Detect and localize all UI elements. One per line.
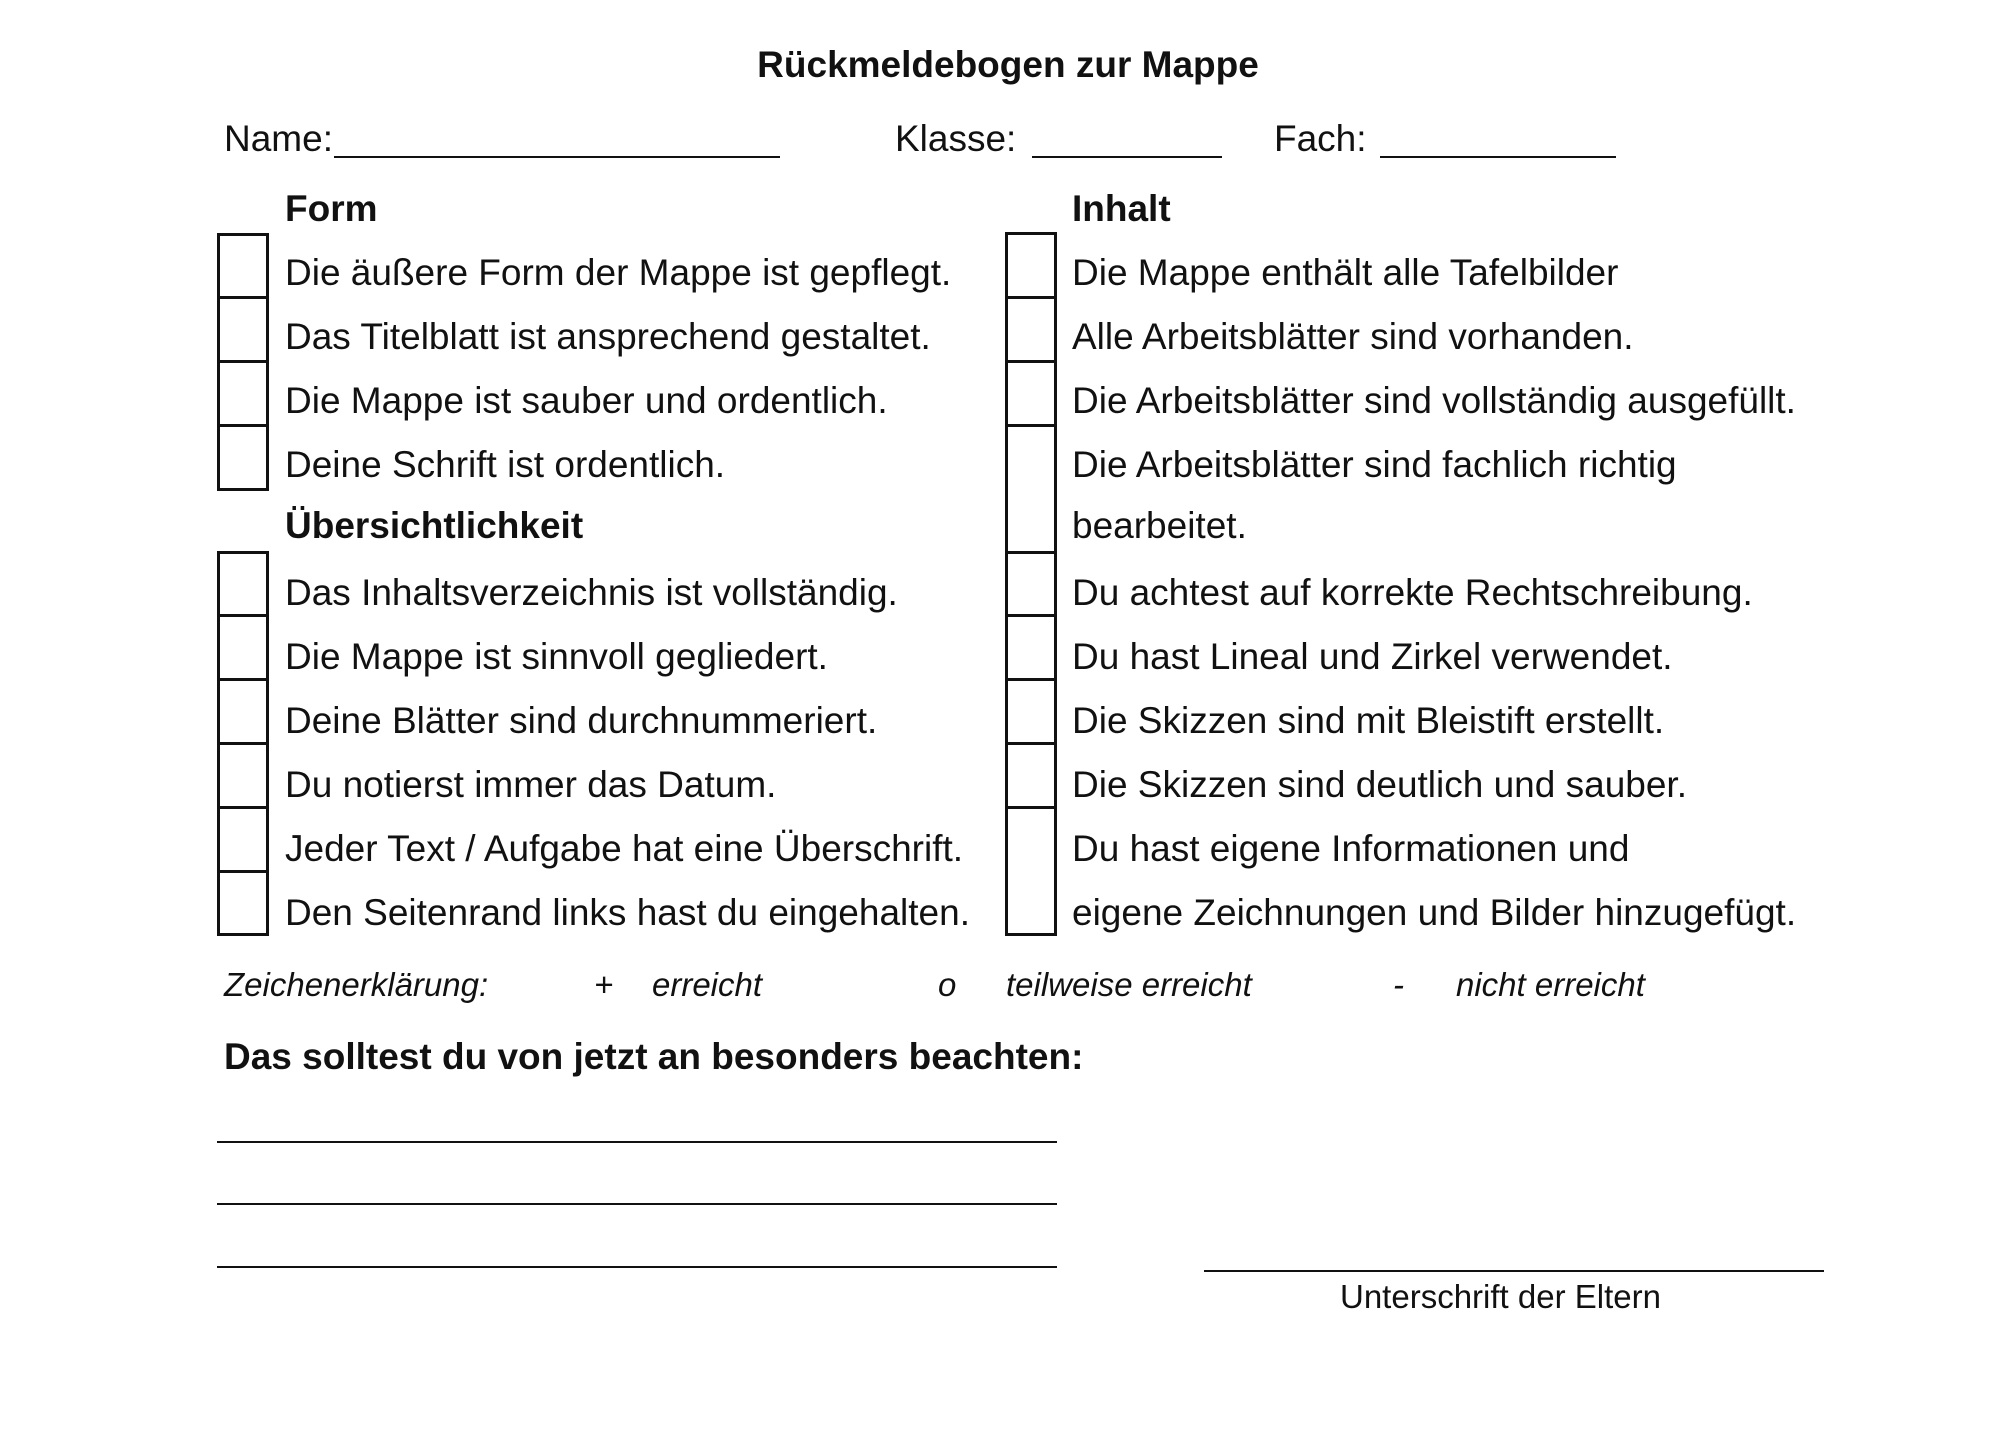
klasse-field-line[interactable] [1032,156,1222,158]
inhalt-item-8: Die Skizzen sind deutlich und sauber. [1072,764,1687,805]
inhalt-checkbox-4[interactable] [1005,424,1057,554]
overview-item-6: Den Seitenrand links hast du eingehalten. [285,892,970,933]
klasse-label: Klasse: [895,118,1017,159]
form-checkbox-2[interactable] [217,296,269,363]
inhalt-item-5: Du achtest auf korrekte Rechtschreibung. [1072,572,1753,613]
inhalt-item-7: Die Skizzen sind mit Bleistift erstellt. [1072,700,1665,741]
form-item-1: Die äußere Form der Mappe ist gepflegt. [285,252,952,293]
notes-line-3[interactable] [217,1266,1057,1268]
form-checkbox-3[interactable] [217,360,269,427]
legend-label: Zeichenerklärung: [224,966,489,1003]
inhalt-item-2: Alle Arbeitsblätter sind vorhanden. [1072,316,1634,357]
overview-checkbox-4[interactable] [217,742,269,809]
notes-line-1[interactable] [217,1141,1057,1143]
inhalt-checkbox-6[interactable] [1005,614,1057,681]
notes-line-2[interactable] [217,1203,1057,1205]
legend-o-text: teilweise erreicht [1006,966,1252,1003]
overview-item-2: Die Mappe ist sinnvoll gegliedert. [285,636,828,677]
inhalt-checkbox-2[interactable] [1005,296,1057,363]
fach-field-line[interactable] [1380,156,1616,158]
overview-item-4: Du notierst immer das Datum. [285,764,777,805]
overview-checkbox-3[interactable] [217,678,269,745]
legend-minus-symbol: - [1393,966,1404,1003]
overview-heading: Übersichtlichkeit [285,505,584,546]
inhalt-checkbox-5[interactable] [1005,551,1057,617]
inhalt-heading: Inhalt [1072,188,1171,229]
inhalt-checkbox-1[interactable] [1005,232,1057,299]
signature-caption: Unterschrift der Eltern [1340,1278,1661,1315]
overview-item-5: Jeder Text / Aufgabe hat eine Überschrift. [285,828,964,869]
overview-checkbox-5[interactable] [217,806,269,873]
name-field-line[interactable] [334,156,780,158]
inhalt-checkbox-3[interactable] [1005,360,1057,427]
inhalt-item-6: Du hast Lineal und Zirkel verwendet. [1072,636,1673,677]
inhalt-checkbox-8[interactable] [1005,742,1057,809]
signature-line[interactable] [1204,1270,1824,1272]
inhalt-item-9-cont: eigene Zeichnungen und Bilder hinzugefügt. [1072,892,1797,933]
page-title: Rückmeldebogen zur Mappe [757,44,1259,85]
inhalt-item-9: Du hast eigene Informationen und [1072,828,1630,869]
overview-checkbox-2[interactable] [217,614,269,681]
overview-checkbox-6[interactable] [217,870,269,936]
inhalt-checkbox-9[interactable] [1005,806,1057,936]
legend-plus-symbol: + [594,966,614,1003]
name-label: Name: [224,118,333,159]
legend-minus-text: nicht erreicht [1456,966,1645,1003]
form-item-3: Die Mappe ist sauber und ordentlich. [285,380,888,421]
inhalt-item-3: Die Arbeitsblätter sind vollständig ausgefüllt. [1072,380,1796,421]
form-checkbox-4[interactable] [217,424,269,491]
form-item-4: Deine Schrift ist ordentlich. [285,444,726,485]
form-item-2: Das Titelblatt ist ansprechend gestaltet. [285,316,931,357]
form-heading: Form [285,188,378,229]
overview-item-1: Das Inhaltsverzeichnis ist vollständig. [285,572,898,613]
legend-plus-text: erreicht [652,966,763,1003]
overview-item-3: Deine Blätter sind durchnummeriert. [285,700,878,741]
notes-heading: Das solltest du von jetzt an besonders beachten: [224,1036,1084,1077]
inhalt-item-1: Die Mappe enthält alle Tafelbilder [1072,252,1619,293]
form-checkbox-1[interactable] [217,233,269,299]
inhalt-checkbox-7[interactable] [1005,678,1057,745]
inhalt-item-4: Die Arbeitsblätter sind fachlich richtig [1072,444,1677,485]
legend-o-symbol: o [938,966,957,1003]
fach-label: Fach: [1274,118,1367,159]
inhalt-item-4-cont: bearbeitet. [1072,505,1247,546]
overview-checkbox-1[interactable] [217,551,269,617]
